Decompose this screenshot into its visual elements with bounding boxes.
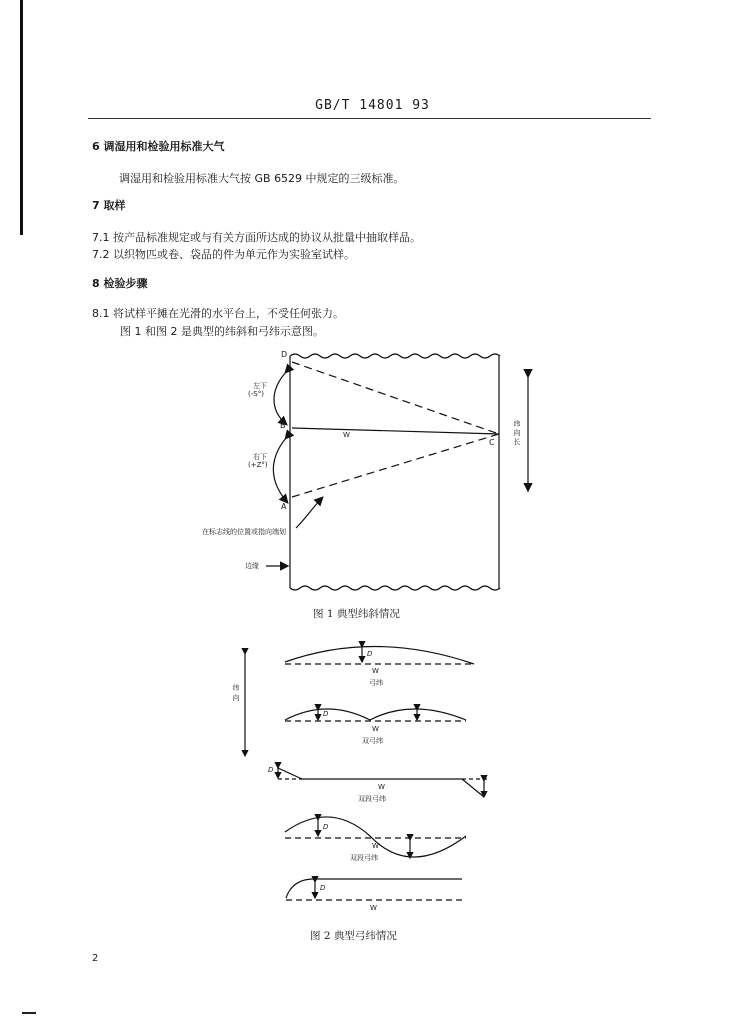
section-7-2: 7.2 以织物匹或卷、袋品的件为单元作为实验室试样。 bbox=[92, 248, 355, 261]
s-curve-W-label: W bbox=[372, 842, 379, 850]
section-6-title: 6 调湿用和检验用标准大气 bbox=[92, 140, 225, 153]
section-6-body: 调湿用和检验用标准大气按 GB 6529 中规定的三级标准。 bbox=[119, 172, 405, 185]
double-bow-name: 双弓纬 bbox=[362, 737, 383, 745]
bow-curve-1 bbox=[285, 646, 474, 664]
s-curve-name: 双段弓纬 bbox=[350, 854, 378, 862]
fig2-axis-label: 纬向 bbox=[232, 684, 240, 704]
edge-curl-W-label: W bbox=[370, 904, 377, 912]
double-bow-W-label: W bbox=[372, 725, 379, 733]
left-upper-label: 左下 bbox=[253, 382, 267, 390]
page-header: GB/T 14801 93 bbox=[315, 98, 430, 113]
label-C: C bbox=[489, 438, 495, 447]
page-number: 2 bbox=[92, 953, 99, 964]
right-axis-label: 纬向长 bbox=[513, 420, 521, 447]
label-A: A bbox=[281, 502, 287, 511]
section-7-1: 7.1 按产品标准规定或与有关方面所达成的协议从批量中抽取样品。 bbox=[92, 231, 421, 244]
section-8-title: 8 检验步骤 bbox=[92, 277, 148, 290]
left-lower-label: 右下 bbox=[253, 453, 267, 461]
selvedge-label: 边缘 bbox=[245, 562, 259, 570]
label-B: B bbox=[280, 421, 286, 430]
mark-note: 在标志线的位置或指向端划 bbox=[202, 528, 286, 536]
figure-2-caption: 图 2 典型弓纬情况 bbox=[310, 930, 397, 942]
bow-name-1: 弓纬 bbox=[369, 679, 383, 687]
edge-curl-curve bbox=[286, 879, 462, 898]
label-D: D bbox=[281, 350, 288, 359]
end-skew-D-label: D bbox=[268, 766, 274, 774]
s-curve bbox=[285, 817, 466, 857]
left-lower-sub: (+Z°) bbox=[248, 461, 268, 469]
left-upper-sub: (-S°) bbox=[248, 390, 264, 398]
section-8-1-note: 图 1 和图 2 是典型的纬斜和弓纬示意图。 bbox=[120, 325, 324, 338]
s-curve-D-label: D bbox=[323, 823, 329, 831]
bow-W-label-1: W bbox=[372, 667, 379, 675]
double-bow-D-label: D bbox=[323, 710, 329, 718]
bow-D-label-1: D bbox=[367, 650, 373, 658]
edge-curl-D-label: D bbox=[320, 884, 326, 892]
section-7-title: 7 取样 bbox=[92, 199, 126, 212]
end-skew-W-label: W bbox=[378, 783, 385, 791]
double-bow-curve bbox=[285, 709, 466, 720]
figure-1-caption: 图 1 典型纬斜情况 bbox=[313, 608, 400, 620]
end-skew-name: 双段弓纬 bbox=[358, 795, 386, 803]
section-8-1: 8.1 将试样平摊在光滑的水平台上，不受任何张力。 bbox=[92, 307, 344, 320]
label-W-fig1: W bbox=[343, 431, 350, 439]
